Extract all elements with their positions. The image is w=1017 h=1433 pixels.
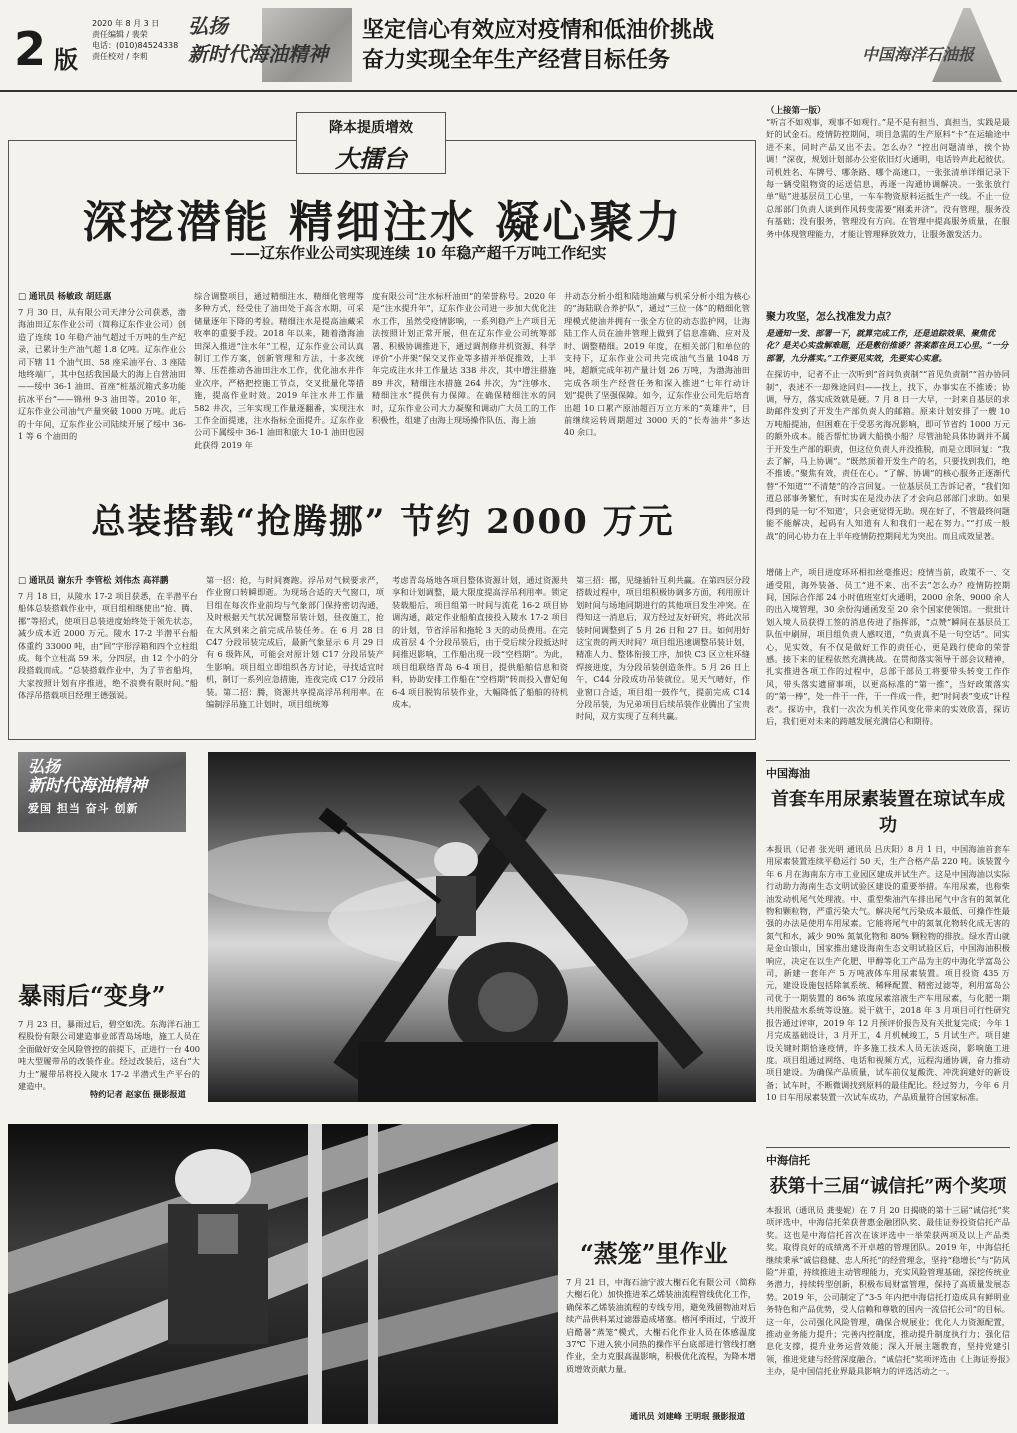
promo-line2: 新时代海油精神 [28, 776, 147, 796]
page-phone: 电话：(010)84524338 [92, 41, 179, 50]
story2-title: 总装搭载“抢腾挪” 节约 2000 万元 [91, 502, 675, 542]
right-column [766, 104, 1010, 756]
feature-col4: 井动态分析小组和陆地油藏与机采分析小组为核心的“海陆联合养护队”，通过“三位一体”的精细化管理模式使油井拥有一张全方位的动态监护网，让海陆工作人员在油井管理上做到了信息准确、应对及时、调整精细。2019 年度，在相关部门和单位的支持下，辽东作业公司共完成油气当量 1048 万吨，超额完成年初产量计划 26 万吨，为渤海油田完成各项生产经营任务和深入推进“七年行动计划”提供了坚强保障。如今，辽东作业公司先后培育出超 10 口累产原油超百万立方米的“英雄井”，目前继续运转周期超过 3000 天的“长寿油井”多达 40 余口。 [564, 291, 750, 438]
feature-col3: 度有限公司“注水标杆油田”的荣誉称号。2020 年是“注水提升年”，辽东作业公司进一步加大优化注水工作，虽然受疫情影响，一系列稳产上产项目无法按照计划正常开展，但在辽东作业公司统筹部署、积极协调推进下，通过调剂修井机资源、科学评价“小井架”保交叉作业等多措并举促推效，上半年完成注水井工作量达 338 井次，其中增注措施 89 井次，精细注水措施 264 井次，为“注够水、精细注水”提供有力保障。在确保精细注水的同时，辽东作业公司大力凝聚和调动广大员工的工作积极性，组建了由海上现场操作队伍、海上油 [372, 291, 556, 426]
promo-line3: 爱国 担当 奋斗 创新 [28, 802, 139, 815]
photo-crane-worker [208, 752, 756, 1102]
news2-body: 本报讯（通讯员 龚斐妮）在 7 月 20 日揭晓的第十三届“诚信托”奖项评选中，中海信托荣获普惠金融团队奖、最佳证券投资信托产品奖。这也是中海信托首次在该评选中一举荣获两项及以上产品类奖。取得良好的成绩离不开卓越的管理团队。2019 年，中海信托继续秉承“诚信稳健、忠人所托”的经营理念，坚持“稳增长”与“防风险”并重，持续推进主动管理能力，充实风险管理基础，深挖传统业务潜力，持续转型创新，积极布局财富管理，保持了高质量发展态势。2019 年，公司制定了“3-5 年内把中海信托打造成具有鲜明业务特色和产品优势，受人信赖和尊敬的国内一流信托公司”的目标。这一年，公司强化风险管理，确保合规展业；优化人力资源配置，推动业务能力提升；完善内控制度，推动提升制度执行力；强化信息化支撑，提升业务运营效能；深入开展主题教育，坚持党建引领，推进党建与经营深度融合。“诚信托”奖项评选由《上海证券报》主办，是中国信托业界最具影响力的评选活动之一。 [766, 1205, 1010, 1377]
newspaper-logo [862, 22, 1012, 82]
news-section [766, 760, 1010, 1404]
news1-section: 中国海油 [766, 767, 810, 780]
slogan [188, 12, 358, 82]
feature-col1: 7 月 30 日，从有限公司天津分公司获悉，渤海油田辽东作业公司（简称辽东作业公司）创造了连续 10 年稳产油气超过千万吨的生产纪录，已累计生产油气超 1.8 亿吨。辽东作业公司下辖 11 个油气田、58 座采油平台、3 座陆地终端厂，其中包括我国最大的海上自营油田——绥中 36-1 油田、首座“桩基沉箱式多功能抗冰平台”——锦州 9-3 油田等。2010 年，辽东作业公司油气产量突破 1000 万吨。此后的十年间，辽东作业公司陆续开展了绥中 36-1 等 6 个油田的 [18, 307, 186, 442]
news-divider [766, 760, 1010, 761]
feature-byline: □ 通讯员 杨敏政 胡廷惠 [18, 292, 112, 302]
page-date: 2020 年 8 月 3 日 [92, 19, 160, 28]
photo-pipe-worker-image [8, 1124, 558, 1424]
photo-crane-worker-image [208, 752, 756, 1102]
slogan-line2: 新时代海油精神 [188, 42, 328, 66]
page-unit: 版 [54, 46, 78, 74]
page-number: 2 [14, 22, 47, 76]
feature-subtitle: ——辽东作业公司实现连续 10 年稳产超千万吨工作纪实 [230, 244, 607, 262]
page-editor: 责任编辑 / 裴荣 [92, 30, 148, 39]
feature-col2: 综合调整项目，通过精细注水、精细化管理等多种方式，经受住了油田处于高含水期，可采储量逐年下降的考验。精细注水是提高油藏采收率的重要手段。2018 年以来，随着渤海油田深入推进“注水年”工程，辽东作业公司认真制订工作方案，创新管理和方法，十多次统筹、压茬推动各油田注水工作，优化油水井作业次序，严格把控施工节点，交叉批量化等措施，提高作业时效。2019 年注水井工作量 582 井次，三年实现工作量逐翻番，实现注水工作全面提速，注水指标全面提升。辽东作业公司下属绥中 36-1 油田和旅大 10-1 油田也因此获得 2019 年 [194, 291, 364, 450]
photo-story2-caption: 7 月 21 日，中海石油宁波大榭石化有限公司（简称大榭石化）加快推进苯乙烯装油流程管线优化工作，确保苯乙烯装油流程的专线专用，避免残留物油对后续产品供料某过滤器造成堵塞。榕河季雨过，宁波开启酷暑“蒸笼”模式，大榭石化作业人员在体感温度 37℃ 下进入狭小同热的操作平台底部进行管线打磨作业，全力克服高温影响，积极优化流程，为降本增质增效贡献力量。 [566, 1277, 756, 1374]
right-para1: “听言不如观事，观事不如观行。”是不是有担当、真担当，实践是最好的试金石。疫情防控期间，项目急需的生产原料“卡”在运输途中进不来，同时产品又出不去。怎么办？“控出问题清单，挨个协调！”深夜，规划计划部办公室依旧灯火通明，电话铃声此起彼伏。司机姓名、车牌号、哪条路、哪个高速口，一张张清单详细记录下每一辆受阻物资的运送信息，再逐一沟通协调解决。一张张放行单“贴”进基层员工心里，一车车物资原料运抵生产一线。不止一位总部部门负责人谈到作风转变需要“刚柔并济”。没有管理，服务没有基础；没有服务，管理没有方向。在管理中提高服务质量，在服务中体现管理能力，才能让管理释放效力，让服务激发活力。 [766, 117, 1010, 239]
top-headline-line1: 坚定信心有效应对疫情和低油价挑战 [362, 18, 715, 43]
photo-story2-credit: 通讯员 刘建峰 王明珉 摄影报道 [630, 1411, 745, 1421]
top-headline-line2: 奋力实现全年生产经营目标任务 [362, 48, 671, 73]
top-headline [362, 16, 714, 76]
right-para3: 增储上产，项目进度环环相扣丝毫推迟；疫情当前，政策不一、交通受阻，海外装备、员工“进不来、出不去”怎么办？疫情防控期间，国际合作部 24 小时值班室灯火通明，2000 余条、9000 余人的出入境管理，30 余份沟通函发至 20 余个国家使领馆。一批批计划入境人员获得工签的消息传进了指挥部，“点赞”瞬间在基层员工队伍中刷屏，项目组负责人感叹道，“负责真不是一句空话”。同实心，见实效，有不仅是做好工作的责任心，更是践行使命的荣誉感。接下来的征程依然充满挑战。在贯彻落实领导干部会议精神，扎实推进各项工作的过程中，总部干部员工将要带头转变工作作风，带头落实遗留事项，以更高标准的“第一推”，当好政策落实的“第一棒”，处一件干一件，干一件成一件，把“时间表”变成“计程表”。探访中，我们一次次为机关作风变化带来的实效欣喜，探访后，我们更对未来的跨越发展充满信心和期待。 [766, 567, 1010, 727]
news2-section: 中海信托 [766, 1154, 810, 1167]
right-para2: 在探访中，记者不止一次听到“首问负责制”“首见负责制”“首办协同制”，表述不一却殊途同归——找上，找下，办事实在不推诿；协调，导方，落实成效就是硬。7 月 8 日一大早，一封来自基层的求助邮件发到了开发生产部负责人的邮箱。原来计划安排了一艘 10 万吨船提油，但困难在于受恶劣海况影响，即可节省约 1000 万元的额外成本。能否帮忙协调大船换小船？尽管油轮具体协调并不属于开发生产部的职责，但这位负责人并没推脱，而是立即回复：“我去了解，马上协调”。“既然顶着开发生产的名，只要找到我们，绝不推诿。”聚焦有效，责任在心。“了解、协调”的核心服务正逐渐代替“不知道”“不清楚”的冷言回复。一位基层员工告诉记者，“我们知道总部事务繁忙，有时实在是没办法了才会向总部部门求助。如果得到的是一句‘不知道’，只会更觉得无助。现在好了，不管最终问题能不能解决，起码有人知道有人和我们一起在努力。”“打成一般战”的同心协力在上半年疫情防控期间尤为突出。而且成效显著。 [766, 369, 1010, 541]
slogan-line1: 弘扬 [188, 14, 228, 38]
story2-col1: 7 月 18 日，从陵水 17-2 项目获悉，在半潜平台船体总装搭载作业中，项目组相继使出“抢、腾、挪”等招式，使项目总装进度始终处于领先状态，减少成本近 2000 万元。陵水 17-2 半潜平台船体重约 33000 吨，由“回”字形浮箱和四个立柱组成。每个立柱高 59 米，分四层，由 12 个小的分段搭载而成。“总装搭载作业中，为了节省船坞，大家按照计划有序推进，绝不浪费有限时间。”船体浮吊搭载项目经理王德强说。 [18, 591, 198, 701]
right-italic-quote: 是通知一发、部署一下，就算完成工作，还是追踪效果、聚焦优化？是关心实盘解难题，还是敷衍推诿？答案都在员工心里。“一分部署，九分落实。”工作要见实效，先要实心实意。 [766, 328, 1009, 363]
masthead [0, 0, 1017, 92]
news1-body: 本报讯（记者 张光明 通讯员 吕庆阳）8 月 1 日，中国海油首套车用尿素装置连续平稳运行 50 天，生产合格产品 220 吨。该装置今年 6 月在海南东方市工业园区建成并试生产。这是中国海油以实际行动助力海南生态文明试验区建设的重要举措。车用尿素，也称柴油发动机尾气处理液。中、重型柴油汽车排出尾气中含有的氮氧化物和颗粒物，严重污染大气。解决尾气污染成本最低、可操作性最强的办法是使用车用尿素。它能将尾气中的氮氧化物转化成无害的氮气和水，减少 90% 氮氧化物和 80% 颗粒物的排放。绿水青山就是金山银山，国家推出建设海南生态文明试验区后，中国海油积极响应，决定在以生产化肥、甲醇等化工产品为主的中海化学富岛公司，新建一套年产 5 万吨液体车用尿素装置。项目投资 435 万元，建设设施包括除氧系统、稀释配置、精密过滤等，利用富岛公司优于一期装置的 86% 浓度尿素溶液生产车用尿素，与化肥一期共用脱盐水系统等设施。说干就干，2018 年 3 月项目可行性研究报告通过评审，2019 年 12 月预评价报告及有关批复完成；今年 1 月完成基础设计，3 月开工，4 月机械竣工，5 月试生产。项目建设关键时期恰逢疫情，许多施工技术人员无法返岗，影响施工进度。项目组通过网络、电话和视频方式，远程沟通协调，奋力推动项目建设。为确保产品质量，试车前仪复酸洗、冲洗润建好的新设备；试车时，不断微调找到原料的最佳配比。经过努力，今年 6 月 10 日车用尿素装置一次试车成功，产品质量符合国家标准。 [766, 844, 1010, 1103]
news-divider2 [766, 1147, 1010, 1148]
banner-line1: 降本提质增效 [329, 120, 413, 136]
photo-story1-title: 暴雨后“变身” [18, 981, 166, 1010]
promo-banner [18, 752, 186, 832]
story2-col4: 第三招：挪，见缝插针互利共赢。在第四层分段搭载过程中，项目组积极协调多方面，利用原计划时间与场地同期进行的其他项目发生冲突。在得知这一消息后，双方经过友好研究，将此次吊装时间调整到了 5 月 26 日和 27 日。如何用好这宝贵的两天时间？项目组迅速调整吊装计划，精准人力、整体衔接工序，加快 C3 区立柱环缝焊接进度，为分段吊装创造条件。5 月 26 日上午，C44 分段成功吊装就位。见天气晴好，作业窗口合适，项目组一鼓作气，提前完成 C14 分段吊装，为兄弟项目后续吊装作业腾出了宝贵时间，双方实现了互利共赢。 [576, 575, 750, 722]
page-proofreader: 责任校对 / 李莉 [92, 52, 148, 61]
promo-line1: 弘扬 [28, 757, 61, 776]
feature-banner [296, 112, 446, 174]
story2-col3: 考虑青岛场地各项目整体资源计划，通过资源共享和计划调整，最大限度提高浮吊利用率。锁定装载船后，项目组第一时间与流花 16-2 项目协调沟通，敲定作业船舶直接投入陵水 17-2 项目的计划，节省浮吊和拖轮 3 天的动员费用。在完成首层 4 个分段吊装后，由于受后续分段抵达时间推迟影响，工作船出现一段“空档期”。为此，项目组联络青岛 6-4 项目，提供船舶信息和资料，协助安排工作船在“空档期”转而投入曹妃甸 6-4 项目脱钩吊装作业，大幅降低了船舶的待机成本。 [392, 575, 568, 710]
banner-line2: 大擂台 [335, 144, 407, 173]
photo-pipe-worker [8, 1124, 558, 1424]
right-subhead: 聚力攻坚，怎么找准发力点？ [766, 312, 896, 323]
page-meta [92, 18, 178, 62]
news1-title: 首套车用尿素装置在琼试车成功 [771, 789, 1005, 836]
story2-byline: □ 通讯员 谢东升 李管松 刘伟杰 高祥鹏 [18, 576, 169, 586]
photo-story2-title: “蒸笼”里作业 [580, 1239, 728, 1268]
story2-col2: 第一招：抢，与时间赛跑。浮吊对气候要求严，作业窗口转瞬即逝。为现场合适的天气窗口，项目组在每次作业前均与气象部门保持密切沟通，及时根据天气状况调整吊装计划，昼夜施工，抢在大风到来之前完成吊装任务。在 6 月 28 日 C47 分段吊装完成后，最新气象显示 6 月 29 日有 6 级阵风，可能会对原计划 C17 分段吊装产生影响。项目组立即组织各方讨论，寻找适宜时机，制订一系列应急措施，连夜完成 C17 分段吊装。第二招：腾，资源共享提高浮吊利用率。在编制浮吊施工计划时，项目组统筹 [206, 575, 384, 710]
continued-label: （上接第一版） [766, 106, 826, 116]
photo-story1-caption: 7 月 23 日，暴雨过后，碧空如洗。东海洋石油工程股份有限公司建造事业部青岛场地，施工人员在全面做好安全风险管控的前提下，正进行一台 400 吨大型履带吊的改装作业。经过改装后，这台“大力士”履带吊将投入陵水 17-2 半潜式生产平台的建造中。 [18, 1019, 200, 1092]
feature-title: 深挖潜能 精细注水 凝心聚力 [82, 197, 684, 248]
news2-title: 获第十三届“诚信托”两个奖项 [769, 1176, 1007, 1197]
photo-story1-credit: 特约记者 赵家伍 摄影报道 [90, 1089, 186, 1099]
logo-text: 中国海洋石油报 [862, 45, 975, 64]
